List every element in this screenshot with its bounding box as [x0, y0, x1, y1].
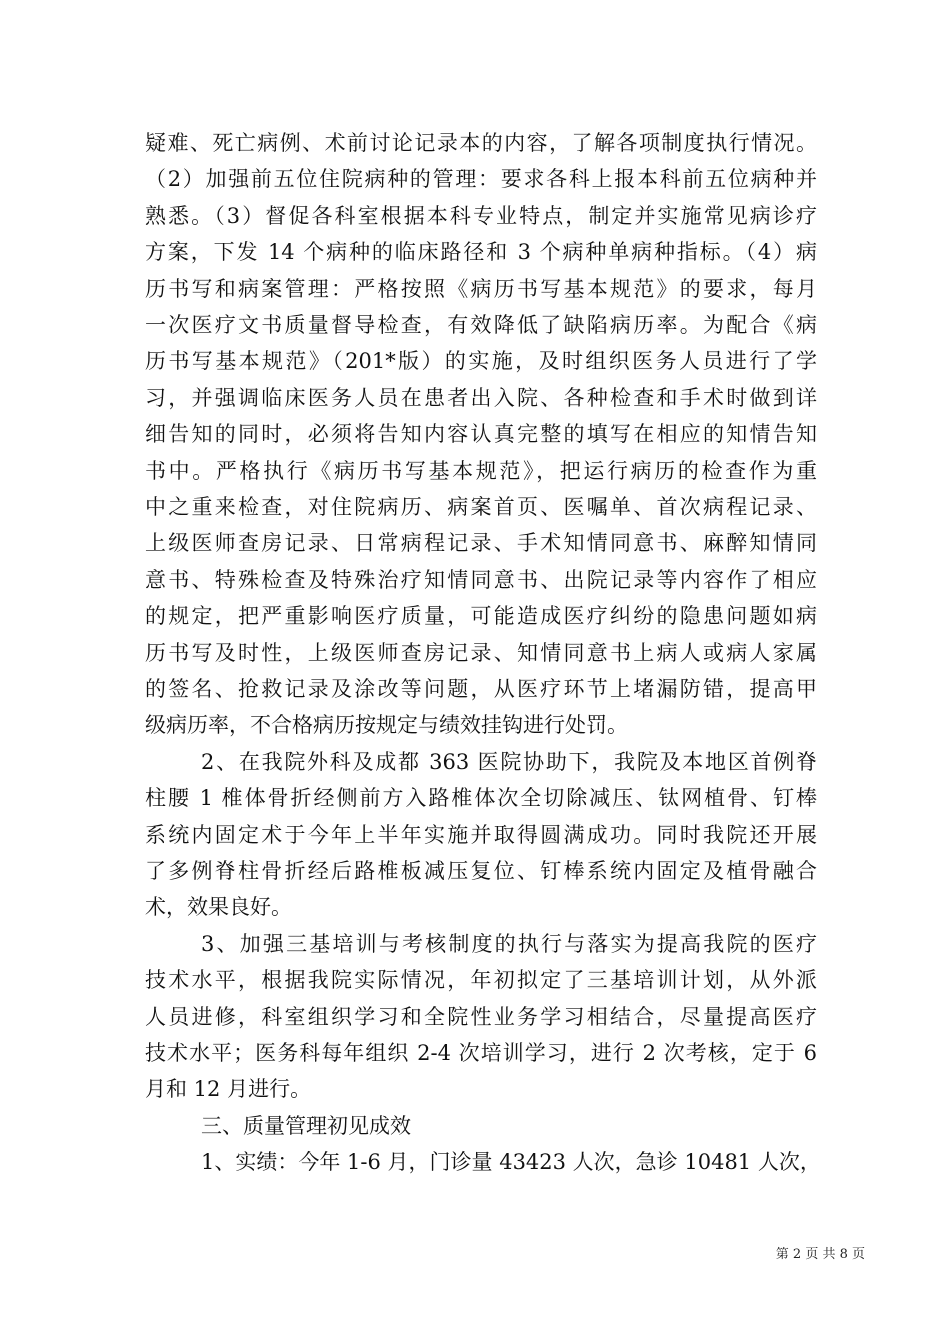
text-line: 熟悉。（3）督促各科室根据本科专业特点，制定并实施常见病诊疗	[145, 203, 817, 228]
text-line: 习，并强调临床医务人员在患者出入院、各种检查和手术时做到详	[145, 385, 817, 410]
text-line: 月和 12 月进行。	[145, 1077, 312, 1102]
text-line: 人员进修，科室组织学习和全院性业务学习相结合，尽量提高医疗	[145, 1004, 817, 1029]
text-line: 的签名、抢救记录及涂改等问题，从医疗环节上堵漏防错，提高甲	[145, 677, 817, 701]
text-line: 历书写基本规范》（201*版）的实施，及时组织医务人员进行了学	[145, 349, 817, 374]
text-line: 1、实绩：今年 1-6 月，门诊量 43423 人次，急诊 10481 人次，	[201, 1150, 821, 1175]
text-line: 2、在我院外科及成都 363 医院协助下，我院及本地区首例脊	[201, 749, 817, 774]
text-line: 历书写和病案管理：严格按照《病历书写基本规范》的要求，每月	[145, 276, 817, 301]
text-line: 级病历率，不合格病历按规定与绩效挂钩进行处罚。	[145, 713, 628, 738]
text-line: （2）加强前五位住院病种的管理：要求各科上报本科前五位病种并	[145, 167, 817, 192]
text-line: 疑难、死亡病例、术前讨论记录本的内容，了解各项制度执行情况。	[145, 131, 817, 155]
text-line: 方案，下发 14 个病种的临床路径和 3 个病种单病种指标。（4）病	[145, 240, 817, 265]
text-line: 意书、特殊检查及特殊治疗知情同意书、出院记录等内容作了相应	[145, 567, 817, 592]
text-line: 书中。严格执行《病历书写基本规范》，把运行病历的检查作为重	[145, 458, 817, 483]
text-line: 技术水平，根据我院实际情况，年初拟定了三基培训计划，从外派	[145, 968, 817, 993]
text-line: 的规定，把严重影响医疗质量，可能造成医疗纠纷的隐患问题如病	[145, 604, 817, 629]
text-line: 三、质量管理初见成效	[201, 1113, 411, 1138]
text-line: 细告知的同时，必须将告知内容认真完整的填写在相应的知情告知	[145, 422, 817, 447]
page-number-footer: 第 2 页 共 8 页	[775, 1247, 865, 1262]
text-line: 一次医疗文书质量督导检查，有效降低了缺陷病历率。为配合《病	[145, 313, 817, 337]
text-line: 了多例脊柱骨折经后路椎板减压复位、钉棒系统内固定及植骨融合	[145, 859, 817, 883]
text-line: 术，效果良好。	[145, 895, 292, 920]
text-line: 柱腰 1 椎体骨折经侧前方入路椎体次全切除减压、钛网植骨、钉棒	[145, 786, 817, 811]
text-line: 系统内固定术于今年上半年实施并取得圆满成功。同时我院还开展	[145, 822, 817, 847]
text-line: 历书写及时性，上级医师查房记录、知情同意书上病人或病人家属	[145, 640, 817, 665]
text-line: 上级医师查房记录、日常病程记录、手术知情同意书、麻醉知情同	[145, 531, 817, 556]
text-line: 技术水平；医务科每年组织 2-4 次培训学习，进行 2 次考核，定于 6	[145, 1041, 817, 1065]
text-line: 中之重来检查，对住院病历、病案首页、医嘱单、首次病程记录、	[145, 495, 817, 519]
text-line: 3、加强三基培训与考核制度的执行与落实为提高我院的医疗	[201, 931, 817, 956]
